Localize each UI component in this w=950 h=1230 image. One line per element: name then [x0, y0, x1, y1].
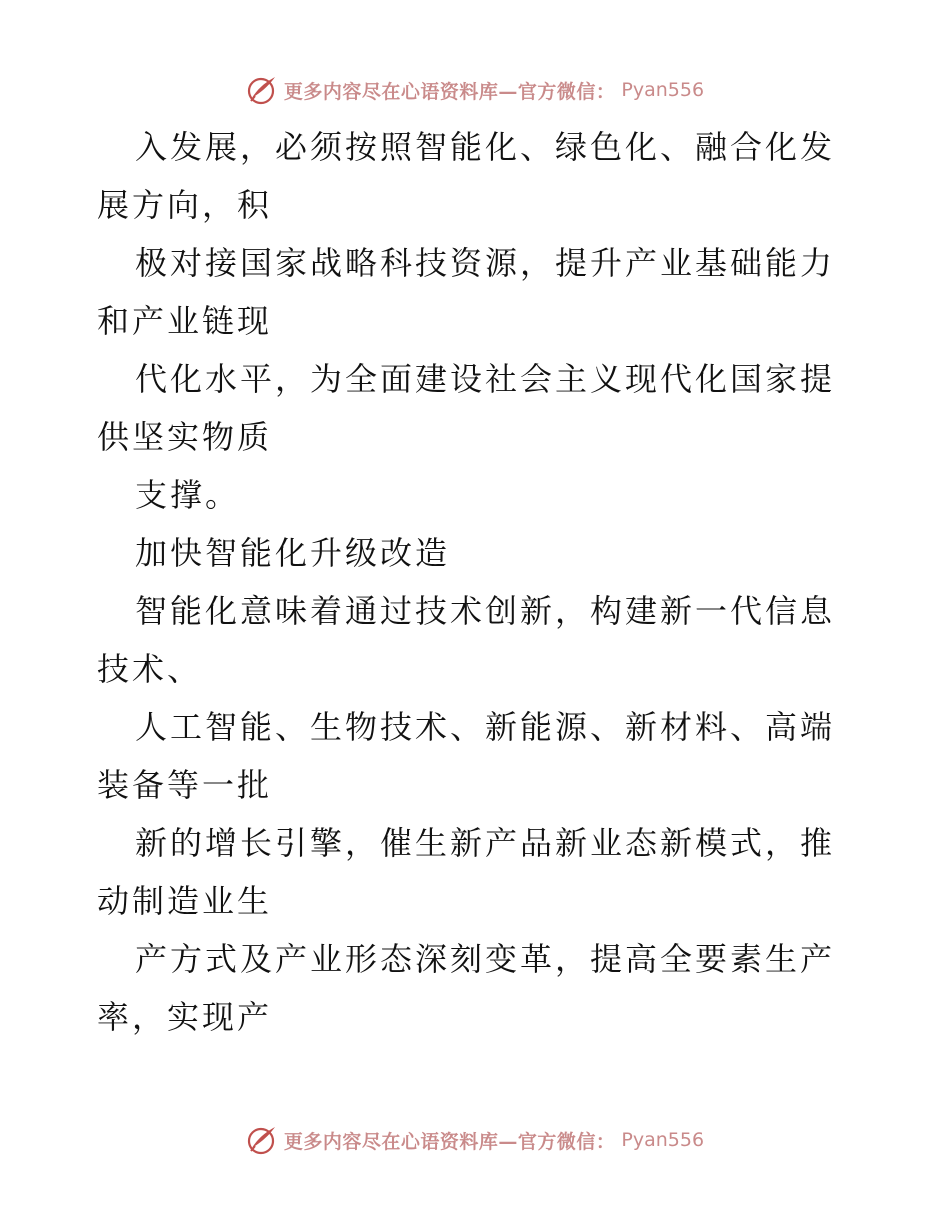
header-watermark: [0, 70, 950, 110]
paragraph: 人工智能、生物技术、新能源、新材料、高端装备等一批: [97, 708, 836, 804]
paragraph: 支撑。: [135, 476, 241, 514]
watermark-wechat-id: Pyan556: [621, 1129, 705, 1151]
watermark-site-text: 更多内容尽在心语资料库—官方微信：: [283, 1130, 616, 1153]
watermark-wechat-id: Pyan556: [621, 79, 705, 101]
paragraph: 极对接国家战略科技资源，提升产业基础能力和产业链现: [97, 244, 836, 340]
paragraph: 新的增长引擎，催生新产品新业态新模式，推动制造业生: [97, 824, 836, 920]
section-heading: 加快智能化升级改造: [135, 534, 451, 572]
paragraph: 产方式及产业形态深刻变革，提高全要素生产率，实现产: [97, 940, 836, 1036]
paragraph: 代化水平，为全面建设社会主义现代化国家提供坚实物质: [97, 360, 836, 456]
paragraph: 入发展，必须按照智能化、绿色化、融合化发展方向，积: [97, 128, 836, 224]
document-body: [97, 118, 857, 1046]
footer-watermark: [0, 1120, 950, 1160]
watermark-site-text: 更多内容尽在心语资料库—官方微信：: [283, 80, 616, 103]
feather-pen-logo-icon: [246, 74, 278, 106]
paragraph: 智能化意味着通过技术创新，构建新一代信息技术、: [97, 592, 836, 688]
feather-pen-logo-icon: [246, 1124, 278, 1156]
